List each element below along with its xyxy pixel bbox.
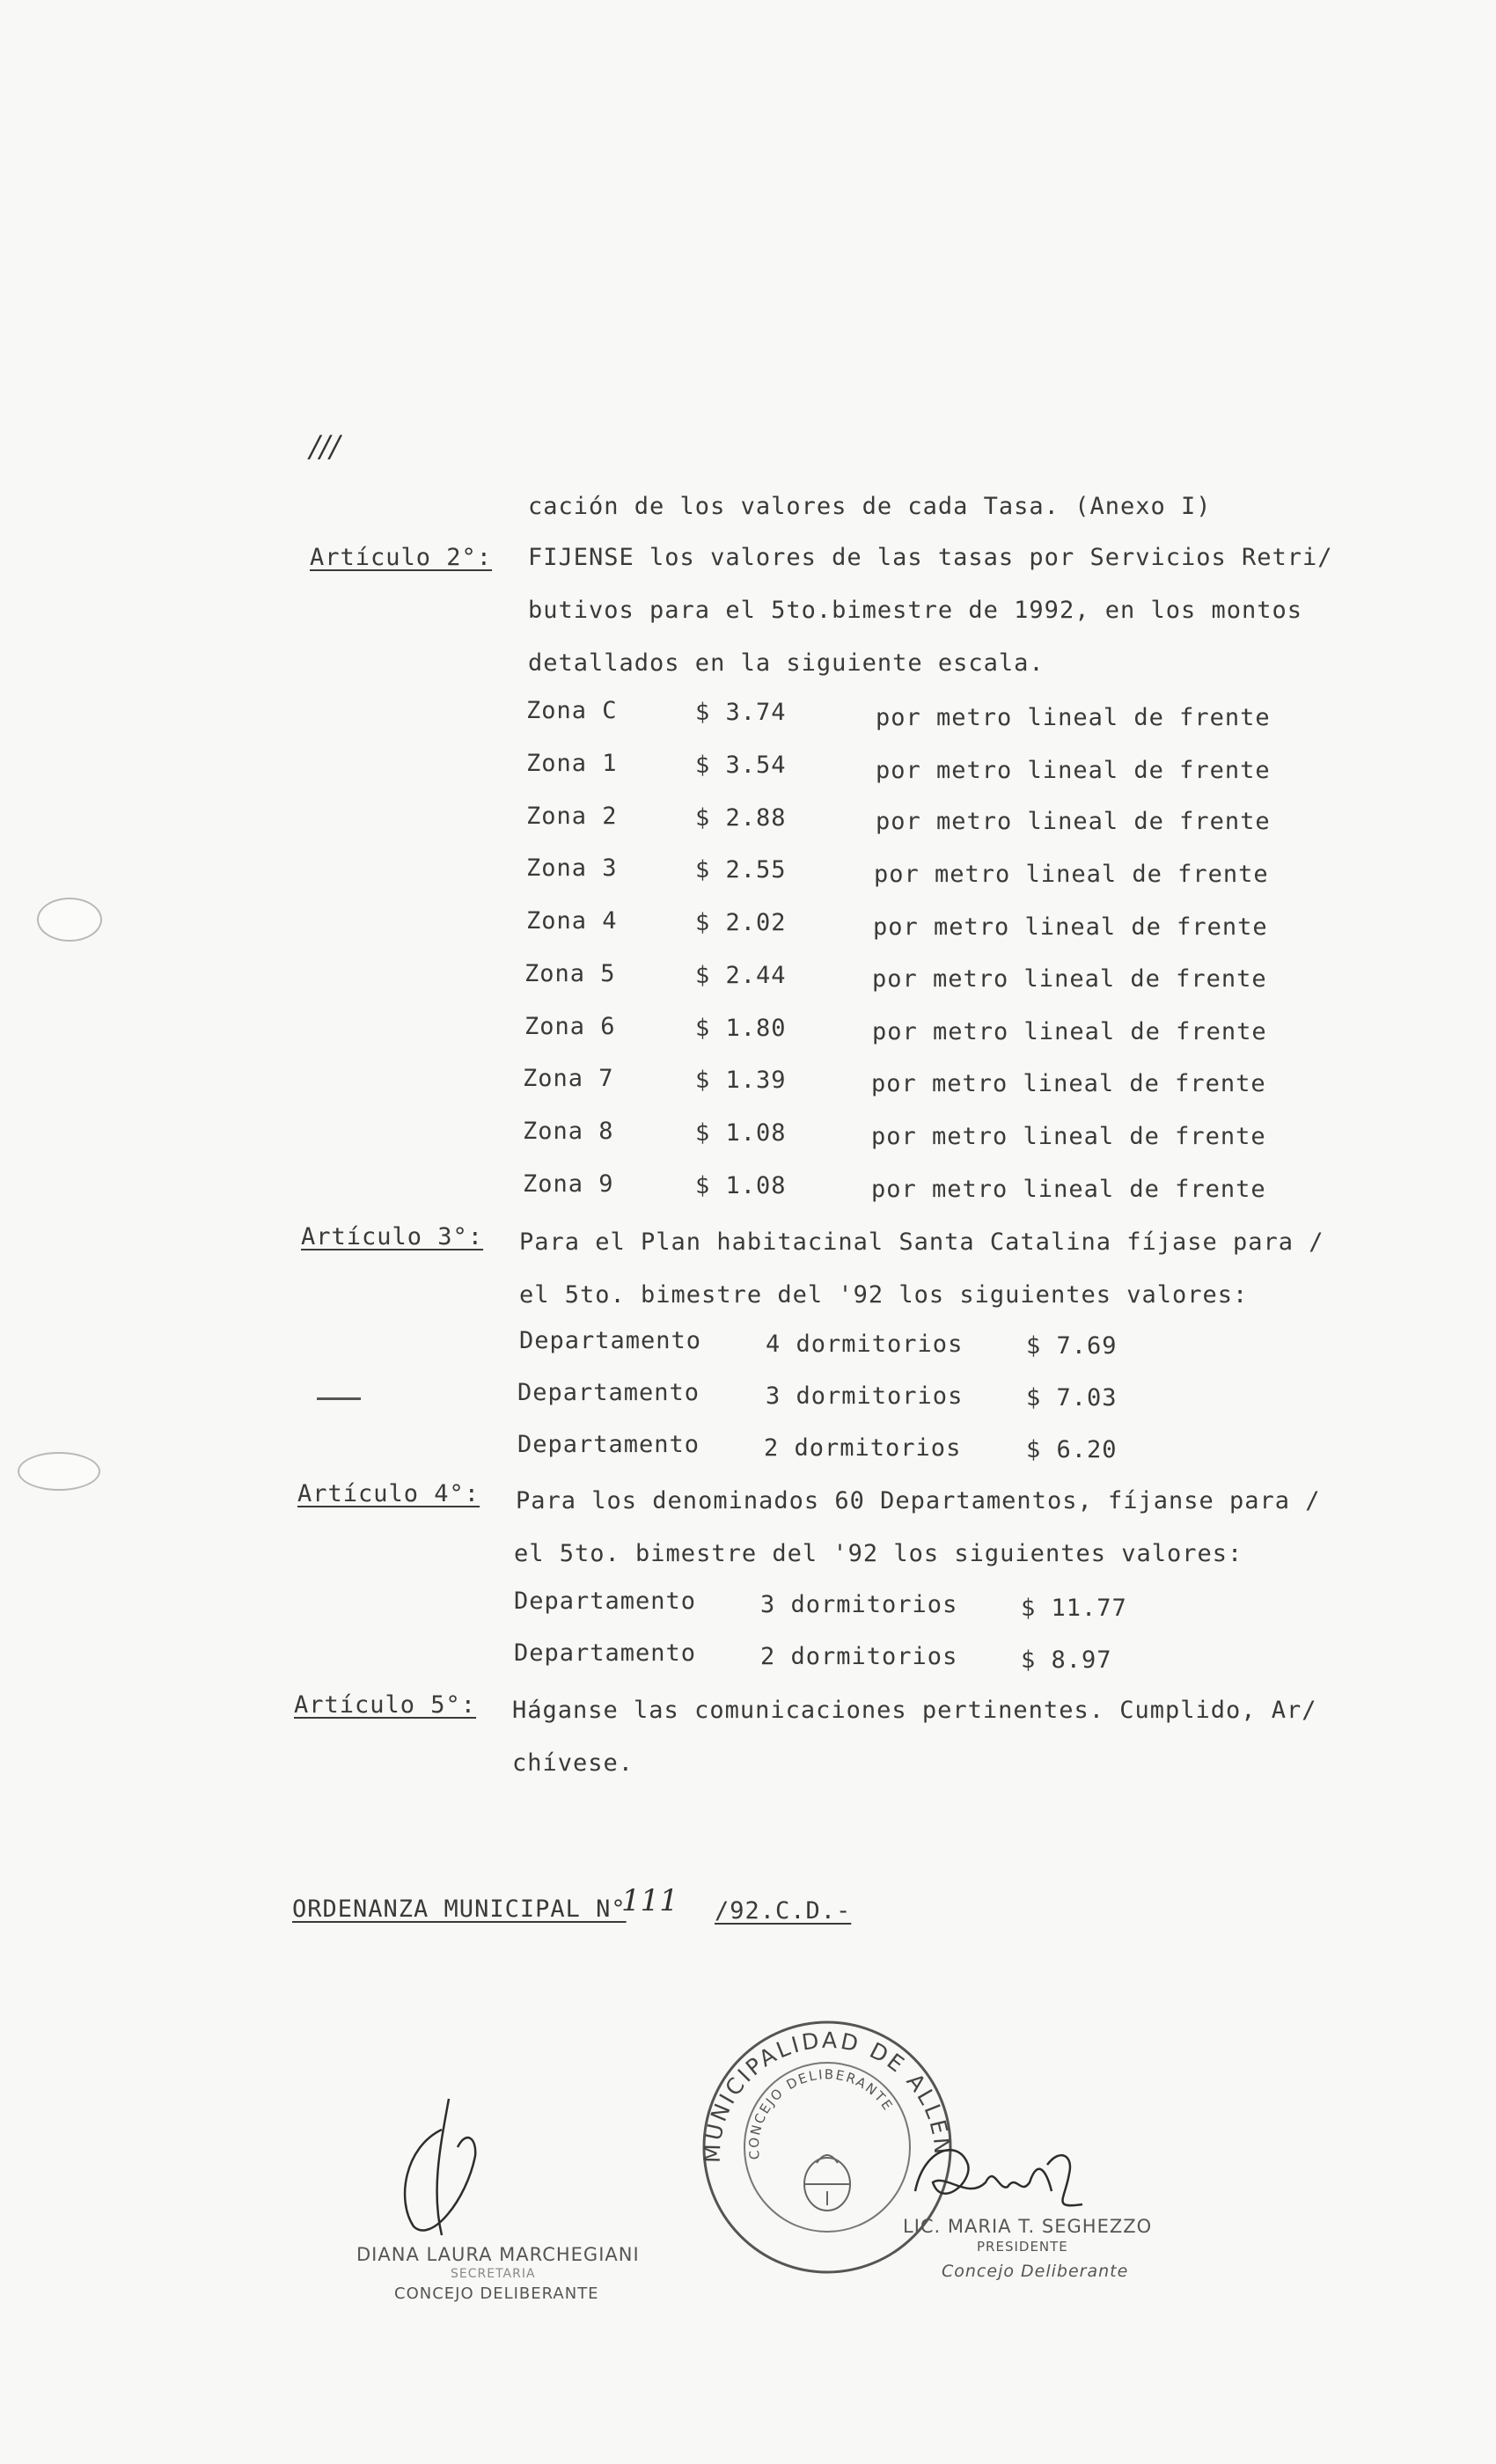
signature-left <box>378 2094 510 2244</box>
apartment-rooms: 4 dormitorios <box>766 1331 964 1358</box>
zone-amount: $ 1.08 <box>695 1119 787 1147</box>
zone-unit: por metro lineal de frente <box>876 757 1271 784</box>
president-body: Concejo Deliberante <box>942 2262 1129 2281</box>
punch-hole-bottom <box>18 1452 100 1491</box>
zone-amount: $ 2.44 <box>695 962 787 989</box>
punch-hole-top <box>37 898 102 942</box>
zone-amount: $ 2.55 <box>695 856 787 884</box>
article-3-line-2: el 5to. bimestre del '92 los siguientes valores: <box>519 1281 1249 1309</box>
zone-name: Zona 2 <box>526 803 618 830</box>
article-2-label: Artículo 2°: <box>310 544 493 571</box>
secretary-body: CONCEJO DELIBERANTE <box>394 2284 599 2303</box>
apartment-type: Departamento <box>519 1327 702 1354</box>
zone-amount: $ 3.54 <box>695 752 787 779</box>
zone-amount: $ 2.02 <box>695 909 787 936</box>
apartment-amount: $ 7.03 <box>1026 1384 1118 1412</box>
zone-name: Zona 3 <box>526 854 618 882</box>
zone-unit: por metro lineal de frente <box>871 1070 1266 1097</box>
zone-amount: $ 1.80 <box>695 1015 787 1042</box>
apartment-rooms: 3 dormitorios <box>760 1591 958 1618</box>
svg-text:CONCEJO DELIBERANTE <box>746 2066 897 2160</box>
margin-dash <box>317 1397 361 1400</box>
apartment-rooms: 2 dormitorios <box>764 1434 962 1462</box>
zone-name: Zona 7 <box>523 1065 614 1092</box>
president-role: PRESIDENTE <box>977 2239 1068 2255</box>
article-3-label: Artículo 3°: <box>301 1223 484 1250</box>
zone-name: Zona C <box>526 697 618 724</box>
president-name: LIC. MARIA T. SEGHEZZO <box>903 2216 1153 2237</box>
zone-name: Zona 8 <box>523 1118 614 1145</box>
zone-amount: $ 2.88 <box>695 804 787 832</box>
secretary-name: DIANA LAURA MARCHEGIANI <box>356 2244 640 2265</box>
ordinance-number: 111 <box>621 1883 678 1918</box>
zone-amount: $ 3.74 <box>695 699 787 726</box>
apartment-type: Departamento <box>517 1431 700 1458</box>
zone-unit: por metro lineal de frente <box>871 1176 1266 1203</box>
zone-name: Zona 5 <box>524 960 616 987</box>
zone-unit: por metro lineal de frente <box>871 1123 1266 1150</box>
zone-name: Zona 1 <box>526 750 618 777</box>
article-4-label: Artículo 4°: <box>297 1480 480 1507</box>
zone-unit: por metro lineal de frente <box>873 913 1268 941</box>
header-mark: /// <box>310 429 341 465</box>
zone-unit: por metro lineal de frente <box>872 1018 1267 1045</box>
article-2-line-1: FIJENSE los valores de las tasas por Servicios Retri/ <box>528 544 1333 571</box>
coat-of-arms-icon <box>804 2155 850 2211</box>
article-3-line-1: Para el Plan habitacinal Santa Catalina fíjase para / <box>519 1228 1324 1256</box>
ordinance-suffix: /92.C.D.- <box>715 1897 852 1925</box>
zone-name: Zona 6 <box>524 1013 616 1040</box>
zone-unit: por metro lineal de frente <box>874 861 1269 888</box>
apartment-type: Departamento <box>514 1639 697 1667</box>
article-5-line-1: Háganse las comunicaciones pertinentes. Cumplido, Ar/ <box>512 1697 1317 1724</box>
zone-name: Zona 4 <box>526 907 618 935</box>
zone-unit: por metro lineal de frente <box>876 704 1271 731</box>
apartment-rooms: 3 dormitorios <box>766 1382 964 1410</box>
zone-amount: $ 1.08 <box>695 1172 787 1199</box>
article-2-line-2: butivos para el 5to.bimestre de 1992, en los montos <box>528 597 1303 624</box>
apartment-amount: $ 8.97 <box>1021 1646 1112 1674</box>
apartment-rooms: 2 dormitorios <box>760 1643 958 1670</box>
article-2-line-3: detallados en la siguiente escala. <box>528 649 1045 677</box>
zone-unit: por metro lineal de frente <box>876 808 1271 835</box>
zone-amount: $ 1.39 <box>695 1067 787 1094</box>
article-4-line-2: el 5to. bimestre del '92 los siguientes valores: <box>514 1540 1243 1567</box>
seal-outer-text: MUNICIPALIDAD DE ALLEN <box>699 2027 956 2164</box>
apartment-amount: $ 6.20 <box>1026 1436 1118 1463</box>
zone-name: Zona 9 <box>523 1170 614 1198</box>
apartment-type: Departamento <box>514 1588 697 1615</box>
intro-line: cación de los valores de cada Tasa. (Anexo I) <box>528 493 1212 520</box>
article-5-line-2: chívese. <box>512 1749 634 1777</box>
apartment-type: Departamento <box>517 1379 700 1406</box>
ordinance-label: ORDENANZA MUNICIPAL N° <box>292 1896 627 1923</box>
apartment-amount: $ 7.69 <box>1026 1332 1118 1360</box>
article-4-line-1: Para los denominados 60 Departamentos, fíjanse para / <box>516 1487 1321 1514</box>
seal-inner-text: CONCEJO DELIBERANTE <box>745 2066 897 2160</box>
article-5-label: Artículo 5°: <box>294 1691 477 1719</box>
secretary-role: SECRETARIA <box>451 2267 536 2281</box>
apartment-amount: $ 11.77 <box>1021 1595 1127 1622</box>
zone-unit: por metro lineal de frente <box>872 965 1267 993</box>
